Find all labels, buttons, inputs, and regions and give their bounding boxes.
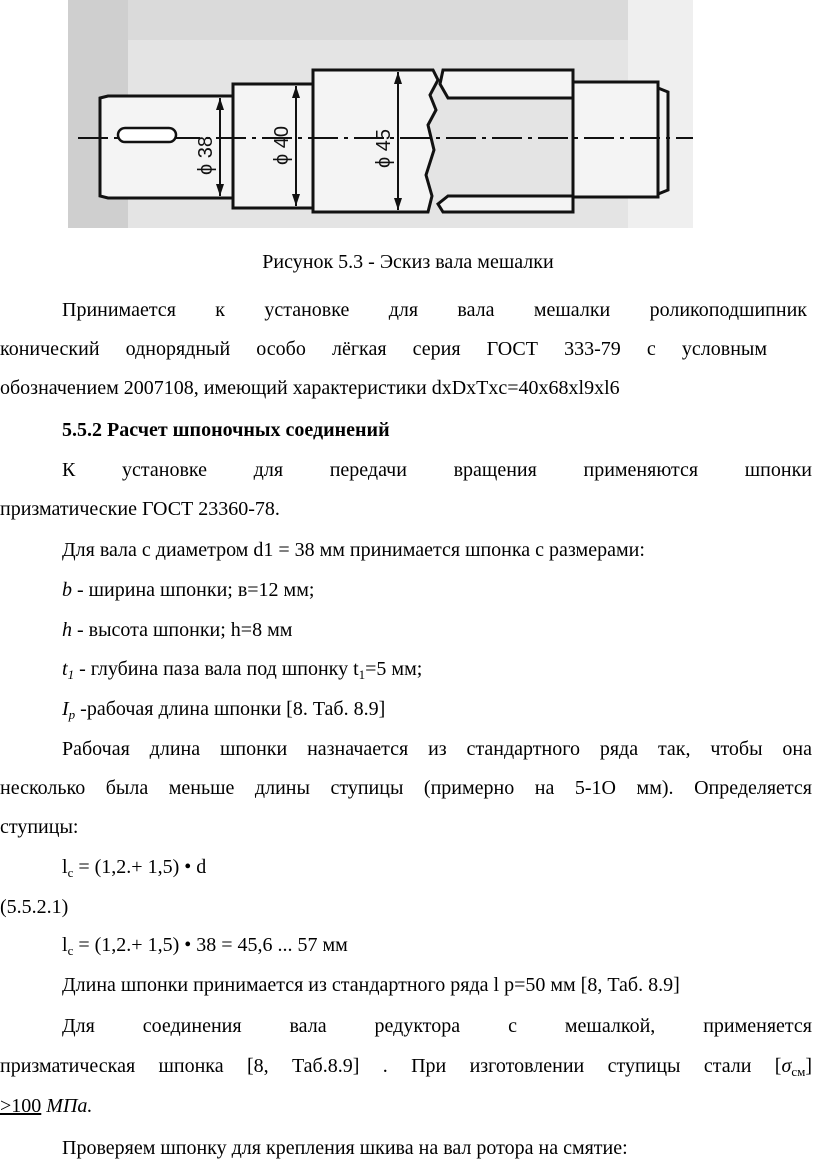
para1-line3: обозначением 2007108, имеющий характеристики dxDxTxc=40x68xl9xl6	[0, 377, 620, 399]
para6-line2-text: призматическая шпонка [8, Таб.8.9] . При изготовлении ступицы стали [	[0, 1055, 782, 1077]
para1-line2: конический однорядный особо лёгкая серия ГОСТ 333-79 с условным	[0, 338, 767, 360]
para6-line2-bracket: ]	[805, 1055, 812, 1077]
def-t1	[62, 657, 816, 687]
formula-1-lhs-subscript: c	[67, 865, 74, 880]
formula-1-lhs: l	[62, 856, 68, 878]
def-l-subscript: p	[68, 707, 76, 722]
para6-line3	[0, 1094, 816, 1118]
def-t-text-subscript: 1	[358, 667, 366, 682]
def-l-symbol: I	[62, 698, 69, 720]
section-heading: 5.5.2 Расчет шпоночных соединений	[62, 419, 390, 441]
formula-1-rhs: = (1,2.+ 1,5) • d	[73, 856, 207, 878]
sigma-subscript: см	[791, 1064, 806, 1079]
def-t-symbol: t	[62, 658, 68, 680]
def-h-symbol: h	[62, 619, 72, 641]
def-lp	[62, 697, 816, 727]
para7: Проверяем шпонку для крепления шкива на вал ротора на смятие:	[62, 1137, 628, 1159]
formula-2-lhs: l	[62, 934, 68, 956]
para5: Длина шпонки принимается из стандартного ряда l p=50 мм [8, Таб. 8.9]	[62, 974, 680, 996]
para2-line2: призматические ГОСТ 23360-78.	[0, 498, 280, 520]
para3: Для вала с диаметром d1 = 38 мм принимается шпонка с размерами:	[62, 539, 645, 561]
shaft-sketch-figure	[68, 0, 693, 228]
def-t-subscript: 1	[67, 667, 75, 682]
def-l-text: -рабочая длина шпонки [8. Таб. 8.9]	[75, 698, 386, 720]
stress-value: >100	[0, 1095, 42, 1117]
shaft-sketch-drawing	[68, 0, 693, 228]
para4-line3: ступицы:	[0, 816, 79, 838]
def-h-text: - высота шпонки; h=8 мм	[72, 619, 293, 641]
stress-unit: МПа.	[41, 1095, 93, 1117]
para2-line1: К установке для передачи вращения применяются шпонки	[62, 459, 812, 481]
def-b-text: - ширина шпонки; в=12 мм;	[72, 579, 315, 601]
formula-2	[62, 933, 816, 963]
formula-2-lhs-subscript: c	[67, 943, 74, 958]
dimension-label-40: ϕ 40	[271, 125, 293, 165]
para1-line1: Принимается к установке для вала мешалки роликоподшипник	[62, 299, 807, 321]
def-t-text: - глубина паза вала под шпонку t	[74, 658, 359, 680]
para4-line2: несколько была меньше длины ступицы (примерно на 5-1О мм). Определяется	[0, 777, 812, 799]
def-b	[62, 578, 816, 602]
dimension-label-38: ϕ 38	[195, 135, 217, 175]
para6-line2	[0, 1054, 812, 1084]
figure-caption: Рисунок 5.3 - Эскиз вала мешалки	[262, 251, 554, 273]
def-h	[62, 618, 816, 642]
sigma-symbol: σ	[781, 1055, 792, 1077]
para6-line1: Для соединения вала редуктора с мешалкой, применяется	[62, 1015, 812, 1037]
dimension-label-45: ϕ 45	[373, 128, 395, 168]
para4-line1: Рабочая длина шпонки назначается из стандартного ряда так, чтобы она	[62, 738, 812, 760]
formula-1	[62, 855, 816, 885]
def-t-text-end: =5 мм;	[365, 658, 423, 680]
formula-1-number: (5.5.2.1)	[0, 896, 69, 918]
formula-2-rhs: = (1,2.+ 1,5) • 38 = 45,6 ... 57 мм	[73, 934, 348, 956]
def-b-symbol: b	[62, 579, 72, 601]
